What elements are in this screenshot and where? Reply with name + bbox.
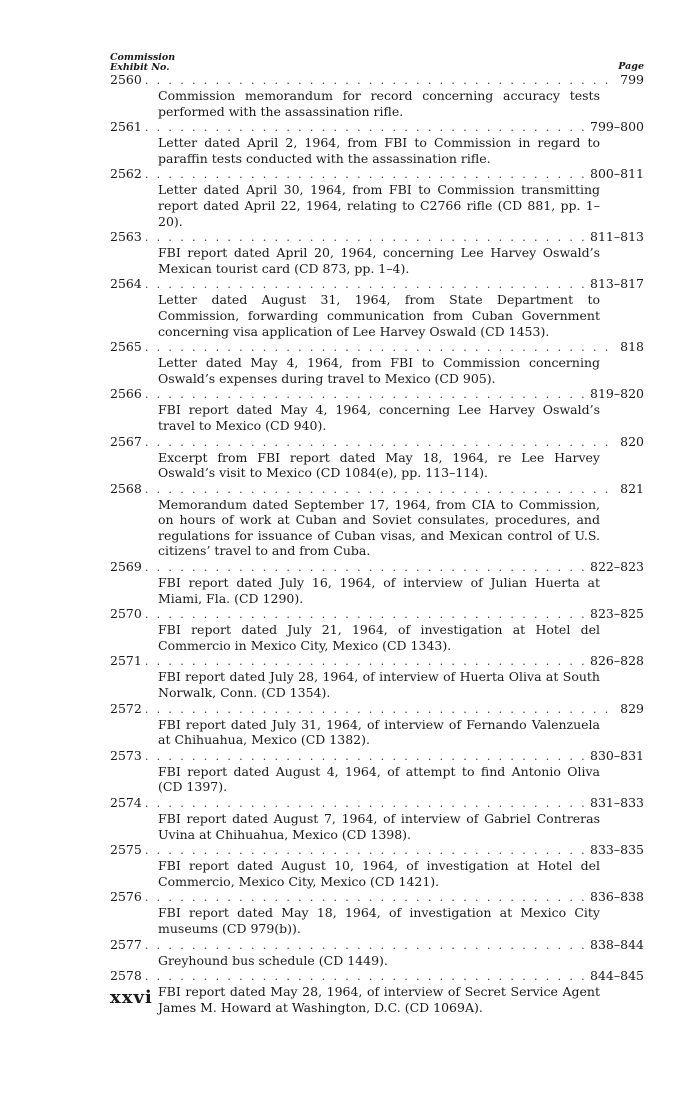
exhibit-number: 2572 [110,700,142,716]
exhibit-entry [110,339,644,386]
dot-leader [145,387,587,403]
dot-leader [145,482,617,498]
dot-leader [145,938,587,954]
exhibit-entry [110,229,644,276]
exhibit-number: 2568 [110,480,142,496]
exhibit-number-line [110,72,644,88]
page-reference: 819–820 [590,386,644,402]
exhibit-number-line [110,481,644,497]
dot-leader [145,435,617,451]
exhibit-entry [110,842,644,889]
exhibit-entry [110,606,644,653]
column-header-exhibit [110,53,175,73]
exhibit-description: FBI report dated August 4, 1964, of attempt to find Antonio Oliva (CD 1397). [158,763,600,795]
exhibit-entry [110,72,644,119]
page-reference: 823–825 [590,606,644,622]
dot-leader [145,340,617,356]
exhibit-number-line [110,229,644,245]
exhibit-number-line [110,653,644,669]
exhibit-entry [110,795,644,842]
dot-leader [145,167,587,183]
exhibit-number: 2560 [110,72,142,87]
exhibit-description: FBI report dated May 28, 1964, of interview of Secret Service Agent James M. Howard at Washington, D.C. (CD 1069A). [158,984,600,1015]
exhibit-number-line [110,795,644,811]
exhibit-description: Letter dated April 30, 1964, from FBI to Commission transmitting report dated April 22, 1964, relating to C2766 rifle (CD 881, pp. 1–20). [158,182,600,229]
exhibit-description: Memorandum dated September 17, 1964, from CIA to Commission, on hours of work at Cuban and Soviet consulates, procedures, and regulations for issuance of Cuban visas, and Mexican control of U.S. citizens’ travel to and from Cuba. [158,496,600,559]
dot-leader [145,702,617,718]
exhibit-entry [110,968,644,1015]
exhibit-number: 2569 [110,559,142,575]
exhibit-number: 2564 [110,276,142,292]
exhibit-number: 2573 [110,747,142,763]
page-reference: 833–835 [590,842,644,858]
exhibit-number: 2562 [110,166,142,182]
exhibit-number-line [110,339,644,355]
page-reference: 820 [620,433,644,449]
page-reference: 811–813 [590,229,644,245]
exhibit-number: 2574 [110,795,142,810]
page-reference: 813–817 [590,276,644,292]
exhibit-description: FBI report dated August 7, 1964, of interview of Gabriel Contreras Uvina at Chihuahua, Mexico (CD 1398). [158,811,600,842]
exhibit-number: 2566 [110,386,142,402]
exhibit-entry [110,748,644,795]
exhibit-list [110,72,644,1015]
page-reference: 831–833 [590,795,644,810]
page-reference: 826–828 [590,653,644,669]
exhibit-entry [110,386,644,433]
exhibit-number: 2571 [110,653,142,669]
page-reference: 822–823 [590,559,644,575]
page-reference: 800–811 [590,166,644,182]
exhibit-number: 2576 [110,889,142,905]
page-reference: 844–845 [590,968,644,984]
dot-leader [145,230,587,246]
exhibit-description: Excerpt from FBI report dated May 18, 1964, re Lee Harvey Oswald’s visit to Mexico (CD 1084(e), pp. 113–114). [158,449,600,481]
dot-leader [145,560,587,576]
exhibit-description: FBI report dated May 18, 1964, of investigation at Mexico City museums (CD 979(b)). [158,905,600,936]
exhibit-entry [110,434,644,481]
exhibit-entry [110,937,644,969]
exhibit-number-line [110,434,644,450]
exhibit-number: 2563 [110,229,142,245]
exhibit-number-line [110,701,644,717]
exhibit-number-line [110,386,644,402]
exhibit-entry [110,166,644,229]
exhibit-entry [110,889,644,936]
exhibit-description: FBI report dated July 28, 1964, of interview of Huerta Oliva at South Norwalk, Conn. (CD 1354). [158,669,600,701]
exhibit-description: Letter dated May 4, 1964, from FBI to Commission concerning Oswald’s expenses during travel to Mexico (CD 905). [158,355,600,386]
exhibit-entry [110,481,644,559]
page-reference: 836–838 [590,889,644,905]
exhibit-description: FBI report dated May 4, 1964, concerning Lee Harvey Oswald’s travel to Mexico (CD 940). [158,402,600,433]
exhibit-entry [110,276,644,339]
exhibit-number-line [110,606,644,622]
exhibit-number-line [110,276,644,292]
page-reference: 838–844 [590,936,644,952]
page-reference: 821 [620,480,644,496]
exhibit-description: FBI report dated July 16, 1964, of interview of Julian Huerta at Miami, Fla. (CD 1290). [158,575,600,606]
dot-leader [145,120,587,136]
exhibit-number-line [110,968,644,984]
page-reference: 830–831 [590,747,644,763]
page-reference: 799 [620,72,644,87]
exhibit-entry [110,701,644,748]
page-reference: 829 [620,700,644,716]
exhibit-number-line [110,559,644,575]
exhibit-number: 2578 [110,968,142,984]
exhibit-number-line [110,119,644,135]
dot-leader [145,654,587,670]
exhibit-entry [110,559,644,606]
exhibit-number-line [110,748,644,764]
exhibit-description: FBI report dated August 10, 1964, of investigation at Hotel del Commercio, Mexico City, Mexico (CD 1421). [158,858,600,889]
exhibit-number-line [110,166,644,182]
dot-leader [145,969,587,985]
exhibit-number-line [110,842,644,858]
exhibit-description: Letter dated April 2, 1964, from FBI to Commission in regard to paraffin tests conducted with the assassination rifle. [158,135,600,166]
dot-leader [145,749,587,765]
dot-leader [145,843,587,859]
exhibit-number-line [110,937,644,953]
exhibit-number: 2570 [110,606,142,622]
exhibit-number: 2565 [110,339,142,355]
column-header-line2: Exhibit No. [110,62,170,73]
exhibit-number-line [110,889,644,905]
page-reference: 799–800 [590,119,644,135]
dot-leader [145,607,587,623]
exhibit-description: Greyhound bus schedule (CD 1449). [158,952,388,968]
dot-leader [145,277,587,293]
page-reference: 818 [620,339,644,355]
exhibit-description: Letter dated August 31, 1964, from State Department to Commission, forwarding communication from Cuban Government concerning visa application of Lee Harvey Oswald (CD 1453). [158,292,600,339]
exhibit-number: 2575 [110,842,142,858]
exhibit-description: FBI report dated July 31, 1964, of interview of Fernando Valenzuela at Chihuahua, Mexico (CD 1382). [158,716,600,748]
exhibit-description: Commission memorandum for record concerning accuracy tests performed with the assassination rifle. [158,88,600,119]
exhibit-description: FBI report dated July 21, 1964, of investigation at Hotel del Commercio in Mexico City, Mexico (CD 1343). [158,622,600,653]
dot-leader [145,73,617,89]
dot-leader [145,796,587,812]
dot-leader [145,890,587,906]
exhibit-number: 2567 [110,433,142,449]
exhibit-entry [110,653,644,700]
column-header-line1: Commission [110,52,176,63]
exhibit-number: 2561 [110,119,142,135]
exhibit-number: 2577 [110,936,142,952]
exhibit-entry [110,119,644,166]
exhibit-description: FBI report dated April 20, 1964, concerning Lee Harvey Oswald’s Mexican tourist card (CD 873, pp. 1–4). [158,245,600,276]
column-header-page: Page [618,61,644,72]
page-number: xxvi [110,987,153,1008]
